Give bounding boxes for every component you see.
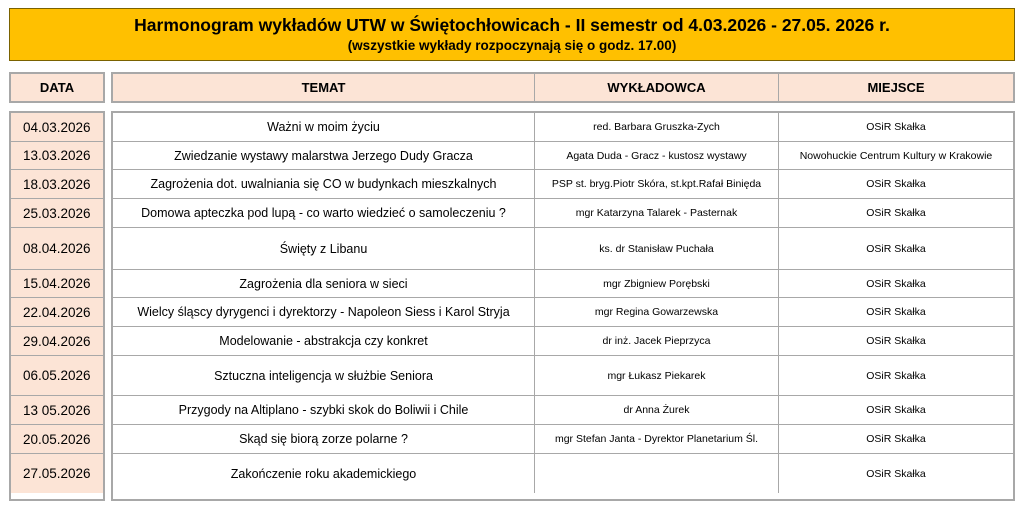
date-cell: 13 05.2026 <box>11 396 103 425</box>
date-cell: 29.04.2026 <box>11 327 103 356</box>
table-row <box>113 327 1013 356</box>
lecturer-cell: dr Anna Żurek <box>535 396 779 424</box>
table-row <box>113 270 1013 298</box>
column-header-topic <box>113 74 535 101</box>
topic-cell: Zagrożenia dla seniora w sieci <box>113 270 535 297</box>
place-cell: OSiR Skałka <box>866 404 926 416</box>
date-cell: 22.04.2026 <box>11 298 103 327</box>
date-cell: 27.05.2026 <box>11 454 103 493</box>
place-cell: OSiR Skałka <box>866 277 926 290</box>
lecturer-cell: red. Barbara Gruszka-Zych <box>535 113 779 141</box>
date-cell: 20.05.2026 <box>11 425 103 454</box>
date-cell: 15.04.2026 <box>11 270 103 298</box>
column-header-place <box>779 74 1013 101</box>
lecturer-cell: mgr Katarzyna Talarek - Pasternak <box>535 199 779 227</box>
topic-cell: Sztuczna inteligencja w służbie Seniora <box>113 356 535 395</box>
table-row <box>113 142 1013 170</box>
place-cell: OSiR Skałka <box>866 433 926 445</box>
date-cell: 13.03.2026 <box>11 142 103 170</box>
place-cell: OSiR Skałka <box>866 207 926 219</box>
date-column <box>9 111 105 501</box>
schedule-subtitle: (wszystkie wykłady rozpoczynają się o godz. 17.00) <box>347 38 677 53</box>
place-cell: OSiR Skałka <box>866 369 926 382</box>
lecturer-cell: mgr Łukasz Piekarek <box>535 356 779 395</box>
table-row <box>113 356 1013 396</box>
date-cell: 04.03.2026 <box>11 113 103 142</box>
column-header-date-label: DATA <box>39 80 75 95</box>
topic-cell: Zakończenie roku akademickiego <box>113 454 535 493</box>
topic-cell: Modelowanie - abstrakcja czy konkret <box>113 327 535 355</box>
place-cell: OSiR Skałka <box>866 335 926 347</box>
place-cell: OSiR Skałka <box>866 121 926 133</box>
table-row <box>113 170 1013 199</box>
schedule-title: Harmonogram wykładów UTW w Świętochłowicach - II semestr od 4.03.2026 - 27.05. 2026 r. <box>134 15 890 35</box>
topic-cell: Domowa apteczka pod lupą - co warto wiedzieć o samoleczeniu ? <box>113 199 535 227</box>
table-row <box>113 454 1013 493</box>
lecturer-cell: dr inż. Jacek Pieprzyca <box>535 327 779 355</box>
topic-cell: Zagrożenia dot. uwalniania się CO w budynkach mieszkalnych <box>113 170 535 198</box>
place-cell: OSiR Skałka <box>866 467 926 480</box>
topic-cell: Przygody na Altiplano - szybki skok do Boliwii i Chile <box>113 396 535 424</box>
column-header-lecturer-label: WYKŁADOWCA <box>607 80 706 95</box>
date-cell: 06.05.2026 <box>11 356 103 396</box>
column-header-row <box>111 72 1015 103</box>
date-cell: 25.03.2026 <box>11 199 103 228</box>
table-row <box>113 113 1013 142</box>
column-header-lecturer <box>535 74 779 101</box>
lecturer-cell: PSP st. bryg.Piotr Skóra, st.kpt.Rafał Binięda <box>535 170 779 198</box>
lecturer-cell <box>535 454 779 493</box>
lecturer-cell: mgr Zbigniew Porębski <box>535 270 779 297</box>
topic-cell: Ważni w moim życiu <box>113 113 535 141</box>
column-header-topic-label: TEMAT <box>301 80 346 95</box>
place-cell: OSiR Skałka <box>866 306 926 318</box>
lecturer-cell: Agata Duda - Gracz - kustosz wystawy <box>535 142 779 169</box>
table-row <box>113 396 1013 425</box>
schedule-banner <box>9 8 1015 61</box>
date-cell: 18.03.2026 <box>11 170 103 199</box>
topic-cell: Wielcy śląscy dyrygenci i dyrektorzy - Napoleon Siess i Karol Stryja <box>113 298 535 326</box>
table-row <box>113 298 1013 327</box>
table-row <box>113 199 1013 228</box>
topic-cell: Skąd się biorą zorze polarne ? <box>113 425 535 453</box>
place-cell: OSiR Skałka <box>866 178 926 190</box>
table-row <box>113 425 1013 454</box>
table-row <box>113 228 1013 270</box>
date-cell: 08.04.2026 <box>11 228 103 270</box>
schedule-table <box>111 111 1015 501</box>
column-header-place-label: MIEJSCE <box>867 80 925 95</box>
lecturer-cell: mgr Stefan Janta - Dyrektor Planetarium Śl. <box>535 425 779 453</box>
lecturer-cell: mgr Regina Gowarzewska <box>535 298 779 326</box>
topic-cell: Zwiedzanie wystawy malarstwa Jerzego Dudy Gracza <box>113 142 535 169</box>
column-header-date <box>9 72 105 103</box>
lecturer-cell: ks. dr Stanisław Puchała <box>535 228 779 269</box>
place-cell: Nowohuckie Centrum Kultury w Krakowie <box>799 149 993 162</box>
topic-cell: Święty z Libanu <box>113 228 535 269</box>
place-cell: OSiR Skałka <box>866 242 926 255</box>
